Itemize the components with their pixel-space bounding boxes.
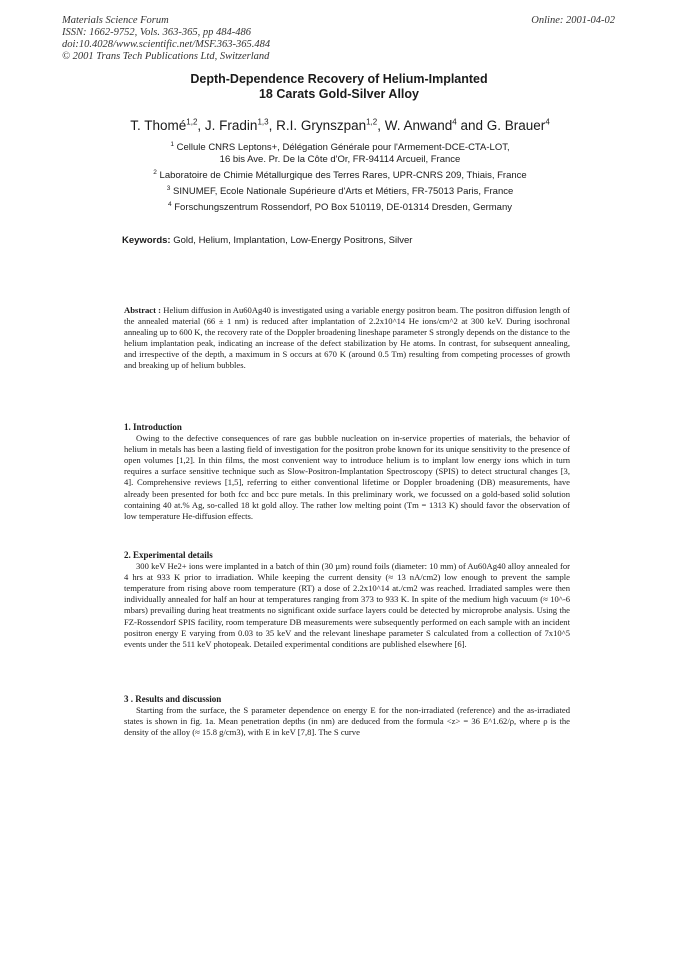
- journal-header: [62, 15, 270, 63]
- section-paragraph: Starting from the surface, the S parameter dependence on energy E for the non-irradiated (reference) and the as-irradiated states is shown in fig. 1a. Mean penetration depths (in nm) are deduced from the formula <z> = 36 E^1.62/ρ, where ρ is the density of the alloy (≈ 15.8 g/cm3), with E in keV [7,8]. The S curve: [124, 705, 570, 738]
- abstract-text: Helium diffusion in Au60Ag40 is investigated using a variable energy positron beam. The positron diffusion length of the annealed material (66 ± 1 nm) is reduced after implantation of 2.2x10^14 He ions/cm^2 at 300 keV. During isochronal annealing up to 600 K, the recovery rate of the Doppler broadening lineshape parameter S strongly depends on the distance to the helium implantation peak, indicating an increase of the defect stabilization by He atoms. In contrast, for subsequent annealing, and irrespective of the depth, a maximum in S occurs at 670 K (around 0.5 Tm) resulting from competing processes of growth and breaking up of helium bubbles.: [124, 305, 570, 371]
- affiliation: $^1$ Cellule CNRS Leptons+, Délégation Générale pour l'Armement-DCE-CTA-LOT, 16 bis Ave. Pr. De la Côte d'Or, FR-94114 Arcueil, France: [170, 140, 510, 165]
- title-line-1: Depth-Dependence Recovery of Helium-Implanted: [190, 72, 488, 86]
- paper-title: [100, 72, 578, 102]
- journal-name: Materials Science Forum: [62, 15, 169, 26]
- author-list: [80, 118, 600, 134]
- affiliation: $^4$ Forschungszentrum Rossendorf, PO Box 510119, DE-01314 Dresden, Germany: [167, 200, 513, 213]
- author: T. Thomé$^{1,2}$,: [130, 117, 205, 133]
- abstract: [124, 305, 570, 372]
- section-paragraph: Owing to the defective consequences of rare gas bubble nucleation on in-service properties of materials, the behavior of helium in metals has been a lasting field of investigation for the positron probe known for its unique sensitivity to the presence of open volumes [1,2]. In thin films, the most convenient way to introduce helium is to implant low energy ions which in turn requires a surface sensitive technique such as Slow-Positron-Implantation Spectroscopy (SPIS) to detect structural changes [3, 4]. Comprehensive reviews [1,5], referring to either conventional lifetime or Doppler broadening (DB) measurements, have already been presented for both fcc and bcc pure metals. In this preliminary work, we focussed on a gold-based solid solution containing 40 at.% Ag, so-called 18 kt gold alloy. The rather low melting point (Tm = 1313 K) should favor the observation of low temperature He-diffusion effects.: [124, 433, 570, 521]
- issn-line: ISSN: 1662-9752, Vols. 363-365, pp 484-486: [62, 27, 251, 38]
- keywords: [122, 235, 412, 246]
- title-line-2: 18 Carats Gold-Silver Alloy: [258, 87, 419, 101]
- affiliation: $^3$ SINUMEF, Ecole Nationale Supérieure d'Arts et Métiers, FR-75013 Paris, France: [166, 184, 514, 197]
- section-results: [124, 694, 570, 738]
- affiliation: $^2$ Laboratoire de Chimie Métallurgique des Terres Rares, UPR-CNRS 209, Thiais, France: [153, 168, 527, 181]
- copyright-line: © 2001 Trans Tech Publications Ltd, Switzerland: [62, 51, 270, 62]
- author: R.I. Grynszpan$^{1,2}$,: [276, 117, 385, 133]
- abstract-label: Abstract :: [124, 305, 162, 315]
- section-paragraph: 300 keV He2+ ions were implanted in a batch of thin (30 µm) round foils (diameter: 10 mm) of Au60Ag40 alloy annealed for 4 hrs at 933 K prior to irradiation. While keeping the current density (≈ 13 nA/cm2) low enough to prevent the sample temperature from rising above room temperature (RT) a dose of 2.2x10^14 at./cm2 was reached. Irradiated samples were then individually annealed for half an hour at temperatures ranging from 373 to 933 K. In spite of the medium high vacuum (≈ 10^-6 mbars) prevailing during heat treatments no significant oxide surface layers could be detected by microprobe analysis. Using the FZ-Rossendorf SPIS facility, room temperature DB measurements were subsequently performed on each sample with an incident positron energy E varying from 0.03 to 35 keV and the relevant lineshape parameter S calculated from a collection of 7x10^5 events under the 511 keV photopeak. Detailed experimental conditions are published elsewhere [6].: [124, 561, 570, 649]
- section-experimental: [124, 550, 570, 650]
- author: J. Fradin$^{1,3}$,: [204, 117, 277, 133]
- section-heading: 3 . Results and discussion: [124, 694, 222, 704]
- section-heading: 2. Experimental details: [124, 550, 213, 560]
- keywords-text: Gold, Helium, Implantation, Low-Energy Positrons, Silver: [173, 235, 413, 246]
- author: G. Brauer$^4$: [486, 117, 550, 133]
- keywords-label: Keywords:: [122, 235, 171, 246]
- section-heading: 1. Introduction: [124, 422, 182, 432]
- doi-line: doi:10.4028/www.scientific.net/MSF.363-365.484: [62, 39, 271, 50]
- affiliations: [100, 142, 580, 218]
- author: W. Anwand$^4$ and: [384, 117, 487, 133]
- online-date: Online: 2001-04-02: [531, 15, 615, 26]
- section-introduction: [124, 422, 570, 522]
